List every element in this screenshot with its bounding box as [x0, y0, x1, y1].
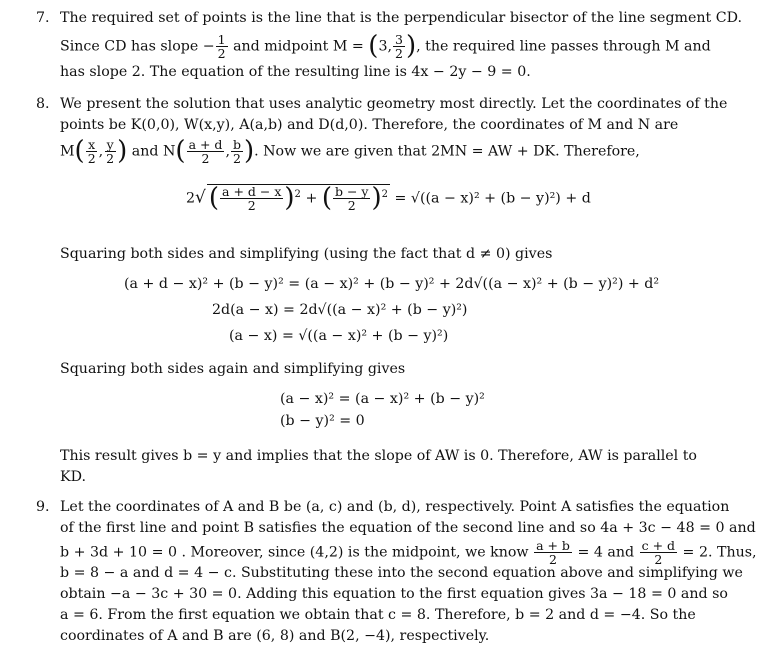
text-line: obtain −a − 3c + 30 = 0. Adding this equation to the first equation gives 3a − 18 = 0 and so [60, 586, 728, 602]
text-line: a = 6. From the first equation we obtain that c = 8. Therefore, b = 2 and d = −4. So the [60, 607, 696, 623]
text-line: b = 8 − a and d = 4 − c. Substituting these into the second equation above and simplifying we [60, 565, 743, 581]
equation-3b: (b − y)² = 0 [280, 413, 365, 429]
item-number: 9. [36, 499, 50, 515]
text-line: We present the solution that uses analytic geometry most directly. Let the coordinates of the [60, 96, 728, 112]
text-line: points be K(0,0), W(x,y), A(a,b) and D(d,0). Therefore, the coordinates of M and N are [60, 117, 679, 133]
slope-fraction: $\frac{1}{2}$ [217, 32, 226, 61]
text-line: has slope 2. The equation of the resulting line is 4x − 2y − 9 = 0. [60, 64, 531, 80]
text-line: coordinates of A and B are (6, 8) and B(2, −4), respectively. [60, 628, 490, 644]
equation-2c: (a − x) = √((a − x)² + (b − y)²) [229, 328, 449, 344]
item-number: 8. [36, 96, 50, 112]
equation-2b: 2d(a − x) = 2d√((a − x)² + (b − y)²) [212, 302, 468, 318]
equation-3a: (a − x)² = (a − x)² + (b − y)² [280, 391, 485, 407]
text-line: Let the coordinates of A and B be (a, c) and (b, d), respectively. Point A satisfies the equation [60, 499, 730, 515]
text-line: M( $\frac{x}{2}$ , $\frac{y}{2}$ ) and N( $\frac{a + d}{2}$ , $\frac{b}{2}$ ). Now we are given that 2MN = AW + DK. Therefore, [60, 136, 640, 166]
text-line: Squaring both sides and simplifying (using the fact that d ≠ 0) gives [60, 246, 553, 262]
text-line: This result gives b = y and implies that the slope of AW is 0. Therefore, AW is parallel to [60, 448, 697, 464]
text-line: The required set of points is the line that is the perpendicular bisector of the line segment CD. [60, 10, 742, 26]
midpoint-fraction: $\frac{3}{2}$ [395, 32, 403, 61]
text-line: Since CD has slope − $\frac{1}{2}$ and midpoint M = (3, $\frac{3}{2}$ ), the required line passes through M and [60, 31, 711, 61]
equation-2a: (a + d − x)² + (b − y)² = (a − x)² + (b − y)² + 2d√((a − x)² + (b − y)²) + d² [124, 276, 660, 292]
equation-1: 2√ ( $\frac{a + d - x}{2}$ )$^2$ + ( $\frac{b - y}{2}$ )$^2$ = √((a − x)² + (b − y)²) + d [186, 183, 591, 213]
text-line: KD. [60, 469, 86, 485]
text-line: Squaring both sides again and simplifying gives [60, 361, 406, 377]
item-number: 7. [36, 10, 50, 26]
text-line: b + 3d + 10 = 0 . Moreover, since (4,2) is the midpoint, we know $\frac{a + b}{2}$ = 4 and $\frac{c + d}{2}$ = 2. Thus, [60, 538, 757, 567]
text-line: of the first line and point B satisfies the equation of the second line and so 4a + 3c − 48 = 0 and [60, 520, 756, 536]
